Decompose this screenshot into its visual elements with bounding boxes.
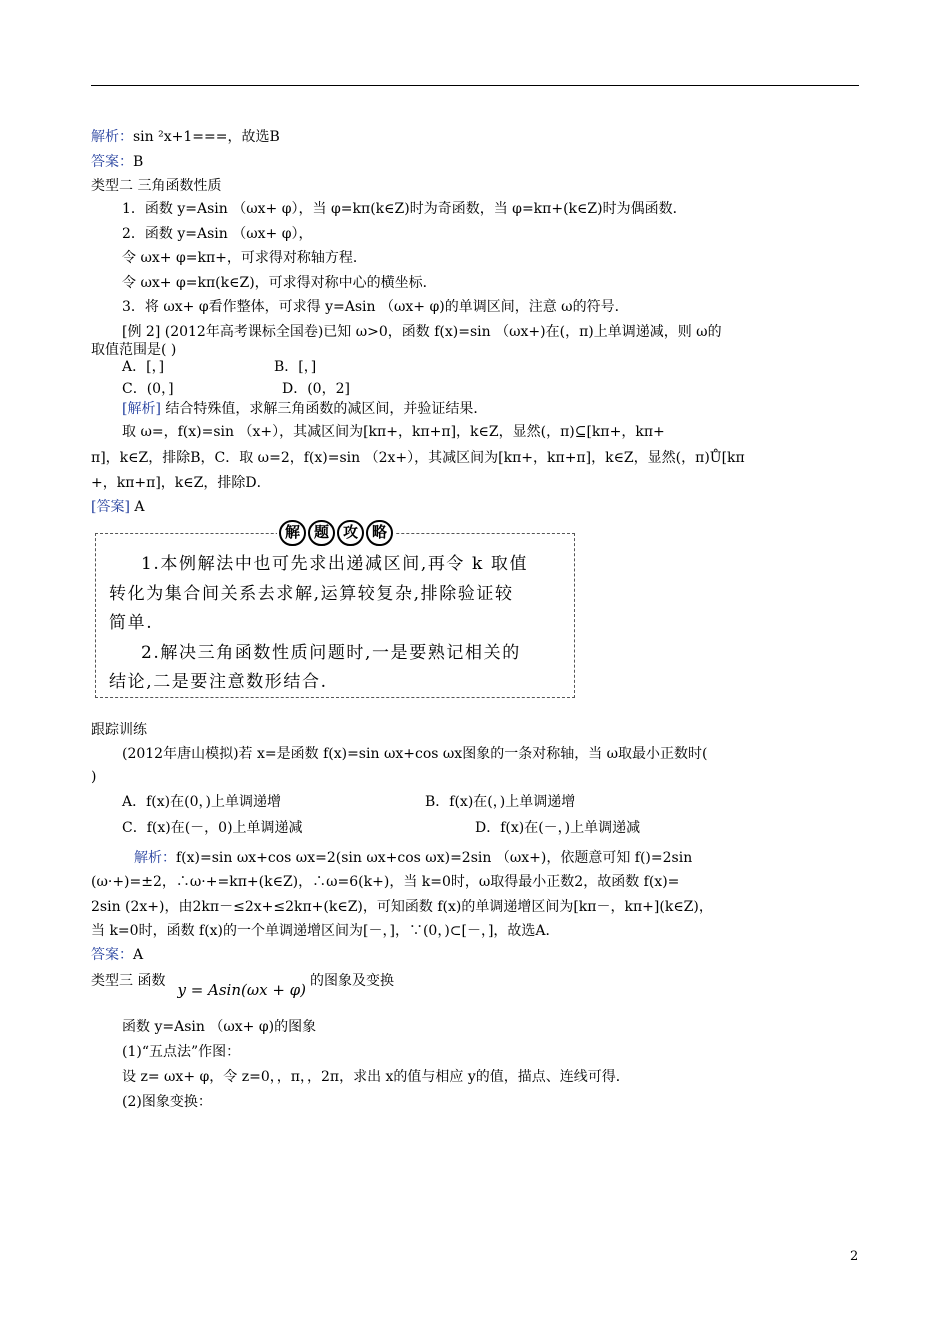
section-heading-type2: 类型二 三角函数性质 [91, 178, 222, 194]
paragraph-line: 函数 y=Asin （ωx+ φ)的图象 [122, 1019, 317, 1035]
option-d: D．(0，2] [282, 381, 350, 397]
badge-char: 解 [279, 520, 306, 546]
paragraph-line: π]，k∈Z，排除B，C．取 ω=2，f(x)=sin （2x+），其减区间为[kπ+，kπ+π]，k∈Z，显然(，π)Ů[kπ [91, 450, 745, 466]
heading-text: 的图象及变换 [310, 973, 395, 989]
paragraph-line: 令 ωx+ φ=kπ(k∈Z)，可求得对称中心的横坐标． [122, 275, 437, 291]
paragraph-line: (1)“五点法”作图： [122, 1044, 241, 1060]
solution-label: [解析] [122, 401, 161, 417]
option-c: C．f(x)在(－，0)上单调递减 [122, 820, 303, 836]
tip-line: 转化为集合间关系去求解,运算较复杂,排除验证较 [109, 584, 514, 604]
page-number: 2 [850, 1249, 859, 1264]
formula: y = Asin(ωx + φ) [177, 981, 307, 999]
paragraph-line: 1．函数 y=Asin （ωx+ φ），当 φ=kπ(k∈Z)时为奇函数，当 φ=kπ+(k∈Z)时为偶函数． [122, 201, 687, 217]
paragraph-line: 2sin (2x+)，由2kπ－≤2x+≤2kπ+(k∈Z)，可知函数 f(x)的单调递增区间为[kπ－，kπ+](k∈Z)， [91, 899, 713, 915]
follow-up-heading: 跟踪训练 [91, 722, 147, 738]
tip-line: 结论,二是要注意数形结合. [109, 672, 328, 692]
example-2-question-cont: 取值范围是( ) [91, 342, 177, 358]
answer-text: A [129, 499, 145, 515]
answer-line-2 [91, 498, 145, 516]
option-d: D．f(x)在(－，)上单调递减 [475, 820, 641, 836]
analysis-label: 解析： [134, 850, 176, 866]
tip-line: 1.本例解法中也可先求出递减区间,再令 k 取值 [141, 554, 529, 574]
tip-line: 简单. [109, 613, 154, 633]
answer-text: B [133, 154, 144, 170]
analysis-line-2 [134, 849, 692, 867]
analysis-line-1 [91, 128, 280, 146]
section-heading-type3 [91, 971, 395, 999]
example-2-question: [例 2] (2012年高考课标全国卷)已知 ω>0，函数 f(x)=sin （ωx+)在(，π)上单调递减，则 ω的 [122, 324, 722, 340]
answer-text: A [133, 947, 144, 963]
tip-line: 2.解决三角函数性质问题时,一是要熟记相关的 [141, 643, 521, 663]
solution-line [122, 400, 487, 418]
solution-text: 结合特殊值，求解三角函数的减区间，并验证结果． [160, 401, 488, 417]
option-b: B．[，] [274, 359, 317, 375]
paragraph-line: +，kπ+π]，k∈Z，排除D． [91, 475, 271, 491]
answer-line-1 [91, 153, 143, 171]
answer-label: 答案： [91, 947, 133, 963]
badge-char: 略 [366, 520, 393, 546]
option-a: A．[，] [122, 359, 165, 375]
badge-char: 攻 [337, 520, 364, 546]
option-a: A．f(x)在(0，)上单调递增 [122, 794, 281, 810]
paragraph-line: (ω·+)=±2，∴ω·+=kπ+(k∈Z)，∴ω=6(k+)，当 k=0时，ω取得最小正数2，故函数 f(x)= [91, 874, 680, 890]
answer-line-3 [91, 946, 143, 964]
paragraph-line: 取 ω=，f(x)=sin （x+），其减区间为[kπ+，kπ+π]，k∈Z，显然(，π)⊆[kπ+，kπ+ [122, 424, 665, 440]
heading-text: 类型三 函数 [91, 973, 166, 989]
paragraph-line: (2)图象变换： [122, 1094, 212, 1110]
paragraph-line: 令 ωx+ φ=kπ+，可求得对称轴方程． [122, 250, 367, 266]
badge-char: 题 [308, 520, 335, 546]
answer-label: [答案] [91, 499, 130, 515]
tips-badge [277, 518, 395, 548]
follow-up-question: (2012年唐山模拟)若 x=是函数 f(x)=sin ωx+cos ωx图象的一条对称轴，当 ω取最小正数时( [122, 746, 708, 762]
solution-tips-box [95, 533, 575, 698]
paragraph-line: 设 z= ωx+ φ，令 z=0，，π，，2π，求出 x的值与相应 y的值，描点、连线可得． [122, 1069, 630, 1085]
option-c: C．(0，] [122, 381, 174, 397]
analysis-label: 解析： [91, 129, 133, 145]
paragraph-line: 2．函数 y=Asin （ωx+ φ）， [122, 226, 313, 242]
analysis-text: sin ²x+1===，故选B [133, 129, 280, 145]
follow-up-question-cont: ) [91, 769, 97, 785]
option-b: B．f(x)在(，)上单调递增 [425, 794, 576, 810]
header-rule [91, 85, 859, 86]
paragraph-line: 当 k=0时，函数 f(x)的一个单调递增区间为[－，]，∵(0，)⊂[－，]，故选A． [91, 923, 560, 939]
paragraph-line: 3．将 ωx+ φ看作整体，可求得 y=Asin （ωx+ φ)的单调区间，注意 ω的符号． [122, 299, 629, 315]
analysis-text: f(x)=sin ωx+cos ωx=2(sin ωx+cos ωx)=2sin （ωx+)，依题意可知 f()=2sin [176, 850, 693, 866]
answer-label: 答案： [91, 154, 133, 170]
